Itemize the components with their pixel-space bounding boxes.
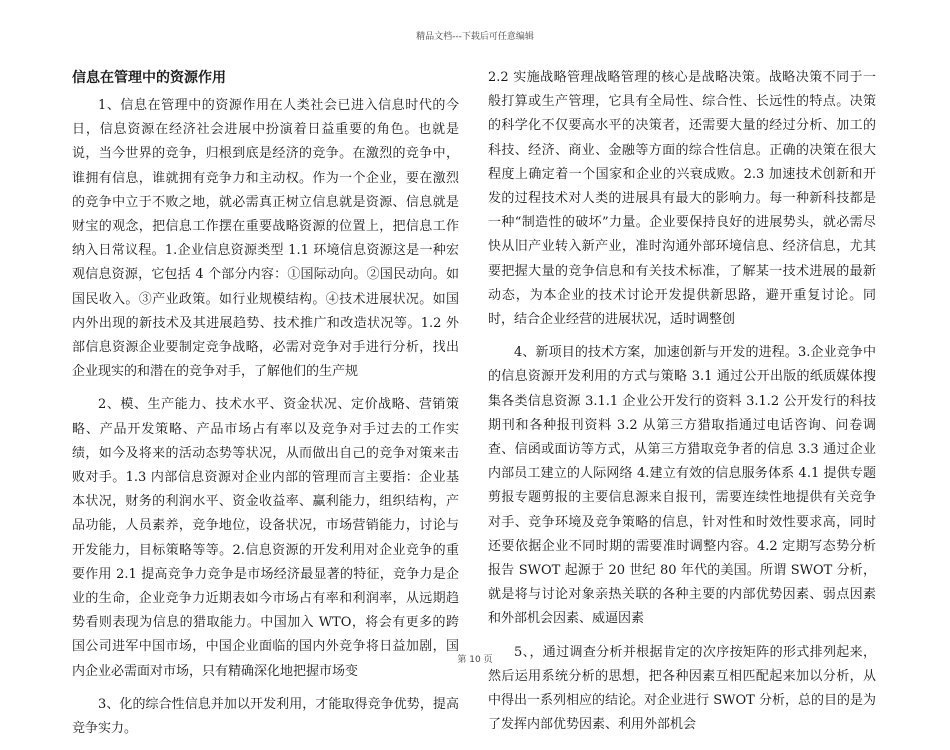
paragraph: 5、，通过调查分析并根据肯定的次序按矩阵的形式排列起来，然后运用系统分析的思想，把各种因素互相匹配起来加以分析，从中得出一系列相应的结论。对企业进行 SWOT 分析，总的目的是为了发挥内部优势因素、利用外部机会 xyxy=(488,644,876,733)
paragraph: 2.2 实施战略管理战略管理的核心是战略决策。战略决策不同于一般打算或生产管理，它具有全局性、综合性、长远性的特点。决策的科学化不仅要高水平的决策者，还需要大量的经过分析、加工的科技、经济、商业、金融等方面的综合性信息。正确的决策在很大程度上确定着一个国家和企业的兴衰成败。2.3 加速技术创新和开发的过程技术对人类的进展具有最大的影响力。每一种新科技都是一种“制造性的破坏”力量。企业要保持良好的进展势头，就必需尽快从旧产业转入新产业，准时沟通外部环境信息、经济信息，尤其要把握大量的竞争信息和有关技术标准，了解某一技术进展的最新动态，为本企业的技术讨论开发提供新思路，避开重复讨论。同时，结合企业经营的进展状况，适时调整创 xyxy=(488,70,876,328)
page-number: 第 10 页 xyxy=(457,655,493,665)
paragraph: 3、化的综合性信息并加以开发利用，才能取得竞争优势，提高竞争实力。 xyxy=(72,696,459,737)
left-column xyxy=(72,66,459,750)
paragraph: 1、信息在管理中的资源作用在人类社会已进入信息时代的今日，信息资源在经济社会进展中扮演着日益重要的角色。也就是说，当今世界的竞争，归根到底是经济的竞争。在激烈的竞争中，谁拥有信息，谁就拥有竞争力和主动权。作为一个企业，要在激烈的竞争中立于不败之地，就必需真正树立信息就是资源、信息就是财宝的观念，把信息工作摆在重要战略资源的位置上，把信息工作纳入日常议程。1.企业信息资源类型 1.1 环境信息资源这是一种宏观信息资源，它包括 4 个部分内容：①国际动向。②国民动向。如国民收入。③产业政策。如行业规模结构。④技术进展状况。如国内外出现的新技术及其进展趋势、技术推广和改造状况等。1.2 外部信息资源企业要制定竞争战略，必需对竞争对手进行分析，找出企业现实的和潜在的竞争对手，了解他们的生产规 xyxy=(72,98,459,380)
paragraph: 2、模、生产能力、技术水平、资金状况、定价战略、营销策略、产品开发策略、产品市场占有率以及竞争对手过去的工作实绩，如今及将来的活动态势等状况，从而做出自己的竞争对策来击败对手。1.3 内部信息资源对企业内部的管理而言主要指：企业基本状况，财务的利润水平、资金收益率、赢利能力，组织结构，产品功能，人员素养，竞争地位，设备状况，市场营销能力，讨论与开发能力，目标策略等等。2.信息资源的开发利用对企业竞争的重要作用 2.1 提高竞争力竞争是市场经济最显著的特征，竞争力是企业的生命，企业竞争力近期表如今市场占有率和利润率，从远期趋势看则表现为信息的猎取能力。中国加入 WTO，将会有更多的跨国公司进军中国市场，中国企业面临的国内外竞争将日益加剧，国内企业必需面对市场，只有精确深化地把握市场变 xyxy=(72,397,459,679)
right-column xyxy=(488,66,876,746)
page-header: 精品文档---下载后可任意编辑 xyxy=(416,32,534,42)
paragraph: 4、新项目的技术方案，加速创新与开发的进程。3.企业竞争中的信息资源开发利用的方式与策略 3.1 通过公开出版的纸质媒体搜集各类信息资源 3.1.1 企业公开发行的资料 3.1.2 公开发行的科技期刊和各种报刊资料 3.2 从第三方猎取指通过电话咨询、问卷调查、信函或面访等方式，从第三方猎取竞争者的信息 3.3 通过企业内部员工建立的人际网络 4.建立有效的信息服务体系 4.1 提供专题剪报专题剪报的主要信息源来自报刊，需要连续性地提供有关竞争对手、竞争环境及竞争策略的信息，针对性和时效性要求高，同时还要依据企业不同时期的需要准时调整内容。4.2 定期写态势分析报告 SWOT 起源于 20 世纪 80 年代的美国。所谓 SWOT 分析，就是将与讨论对象亲热关联的各种主要的内部优势因素、弱点因素和外部机会因素、威逼因素 xyxy=(488,345,876,627)
document-title: 信息在管理中的资源作用 xyxy=(72,70,226,86)
